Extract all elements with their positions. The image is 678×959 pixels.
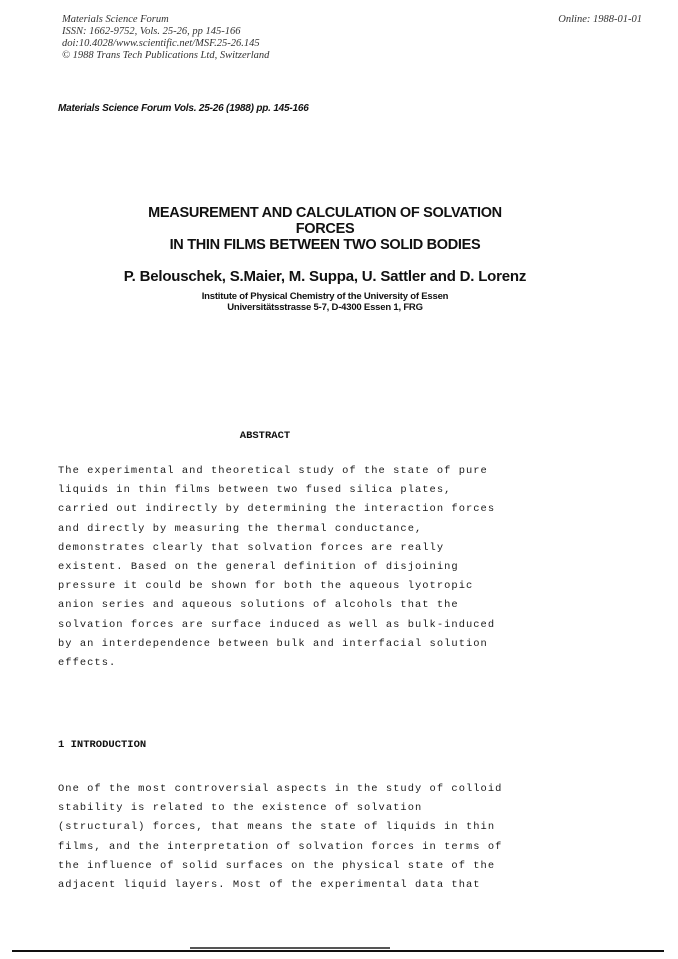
affiliation <box>40 291 610 313</box>
abstract-line: demonstrates clearly that solvation forces are really <box>58 541 445 554</box>
scan-smudge <box>190 947 390 949</box>
meta-journal: Materials Science Forum <box>62 14 169 25</box>
online-date: Online: 1988-01-01 <box>558 14 642 25</box>
abstract-heading: ABSTRACT <box>239 430 291 442</box>
intro-line: adjacent liquid layers. Most of the experimental data that <box>58 879 481 892</box>
intro-line: One of the most controversial aspects in the study of colloid <box>58 783 503 795</box>
meta-issn: ISSN: 1662-9752, Vols. 25-26, pp 145-166 <box>62 26 241 37</box>
meta-doi: doi:10.4028/www.scientific.net/MSF.25-26.145 <box>62 38 260 49</box>
authors: P. Belouschek, S.Maier, M. Suppa, U. Sattler and D. Lorenz <box>123 268 527 285</box>
abstract-line: by an interdependence between bulk and interfacial solution <box>58 637 488 650</box>
page-bottom-rule <box>12 950 664 952</box>
section-heading: 1 INTRODUCTION <box>58 739 147 751</box>
affiliation-line: Universitätsstrasse 5-7, D-4300 Essen 1, FRG <box>227 302 423 313</box>
journal-citation: Materials Science Forum Vols. 25-26 (1988) pp. 145-166 <box>58 103 309 114</box>
intro-line: stability is related to the existence of solvation <box>58 802 423 815</box>
publication-metadata <box>62 14 269 62</box>
abstract-line: existent. Based on the general definition of disjoining <box>58 561 459 574</box>
title-line: FORCES <box>295 221 355 237</box>
title-line: MEASUREMENT AND CALCULATION OF SOLVATION <box>148 205 502 221</box>
introduction-body <box>58 780 658 895</box>
abstract-body <box>58 462 658 673</box>
abstract-line: anion series and aqueous solutions of alcohols that the <box>58 599 459 612</box>
abstract-line: The experimental and theoretical study of the state of pure <box>58 465 488 477</box>
intro-line: films, and the interpretation of solvation forces in terms of <box>58 840 503 853</box>
meta-copyright: © 1988 Trans Tech Publications Ltd, Switzerland <box>62 50 270 61</box>
paper-title <box>40 205 610 253</box>
abstract-line: carried out indirectly by determining the interaction forces <box>58 503 496 516</box>
abstract-line: effects. <box>58 657 117 670</box>
abstract-line: liquids in thin films between two fused silica plates, <box>58 484 452 497</box>
abstract-line: and directly by measuring the thermal conductance, <box>58 522 423 535</box>
title-line: IN THIN FILMS BETWEEN TWO SOLID BODIES <box>169 237 481 253</box>
abstract-line: pressure it could be shown for both the aqueous lyotropic <box>58 580 474 593</box>
abstract-line: solvation forces are surface induced as well as bulk-induced <box>58 618 496 631</box>
intro-line: (structural) forces, that means the state of liquids in thin <box>58 821 496 834</box>
intro-line: the influence of solid surfaces on the physical state of the <box>58 859 496 872</box>
affiliation-line: Institute of Physical Chemistry of the University of Essen <box>201 291 449 302</box>
